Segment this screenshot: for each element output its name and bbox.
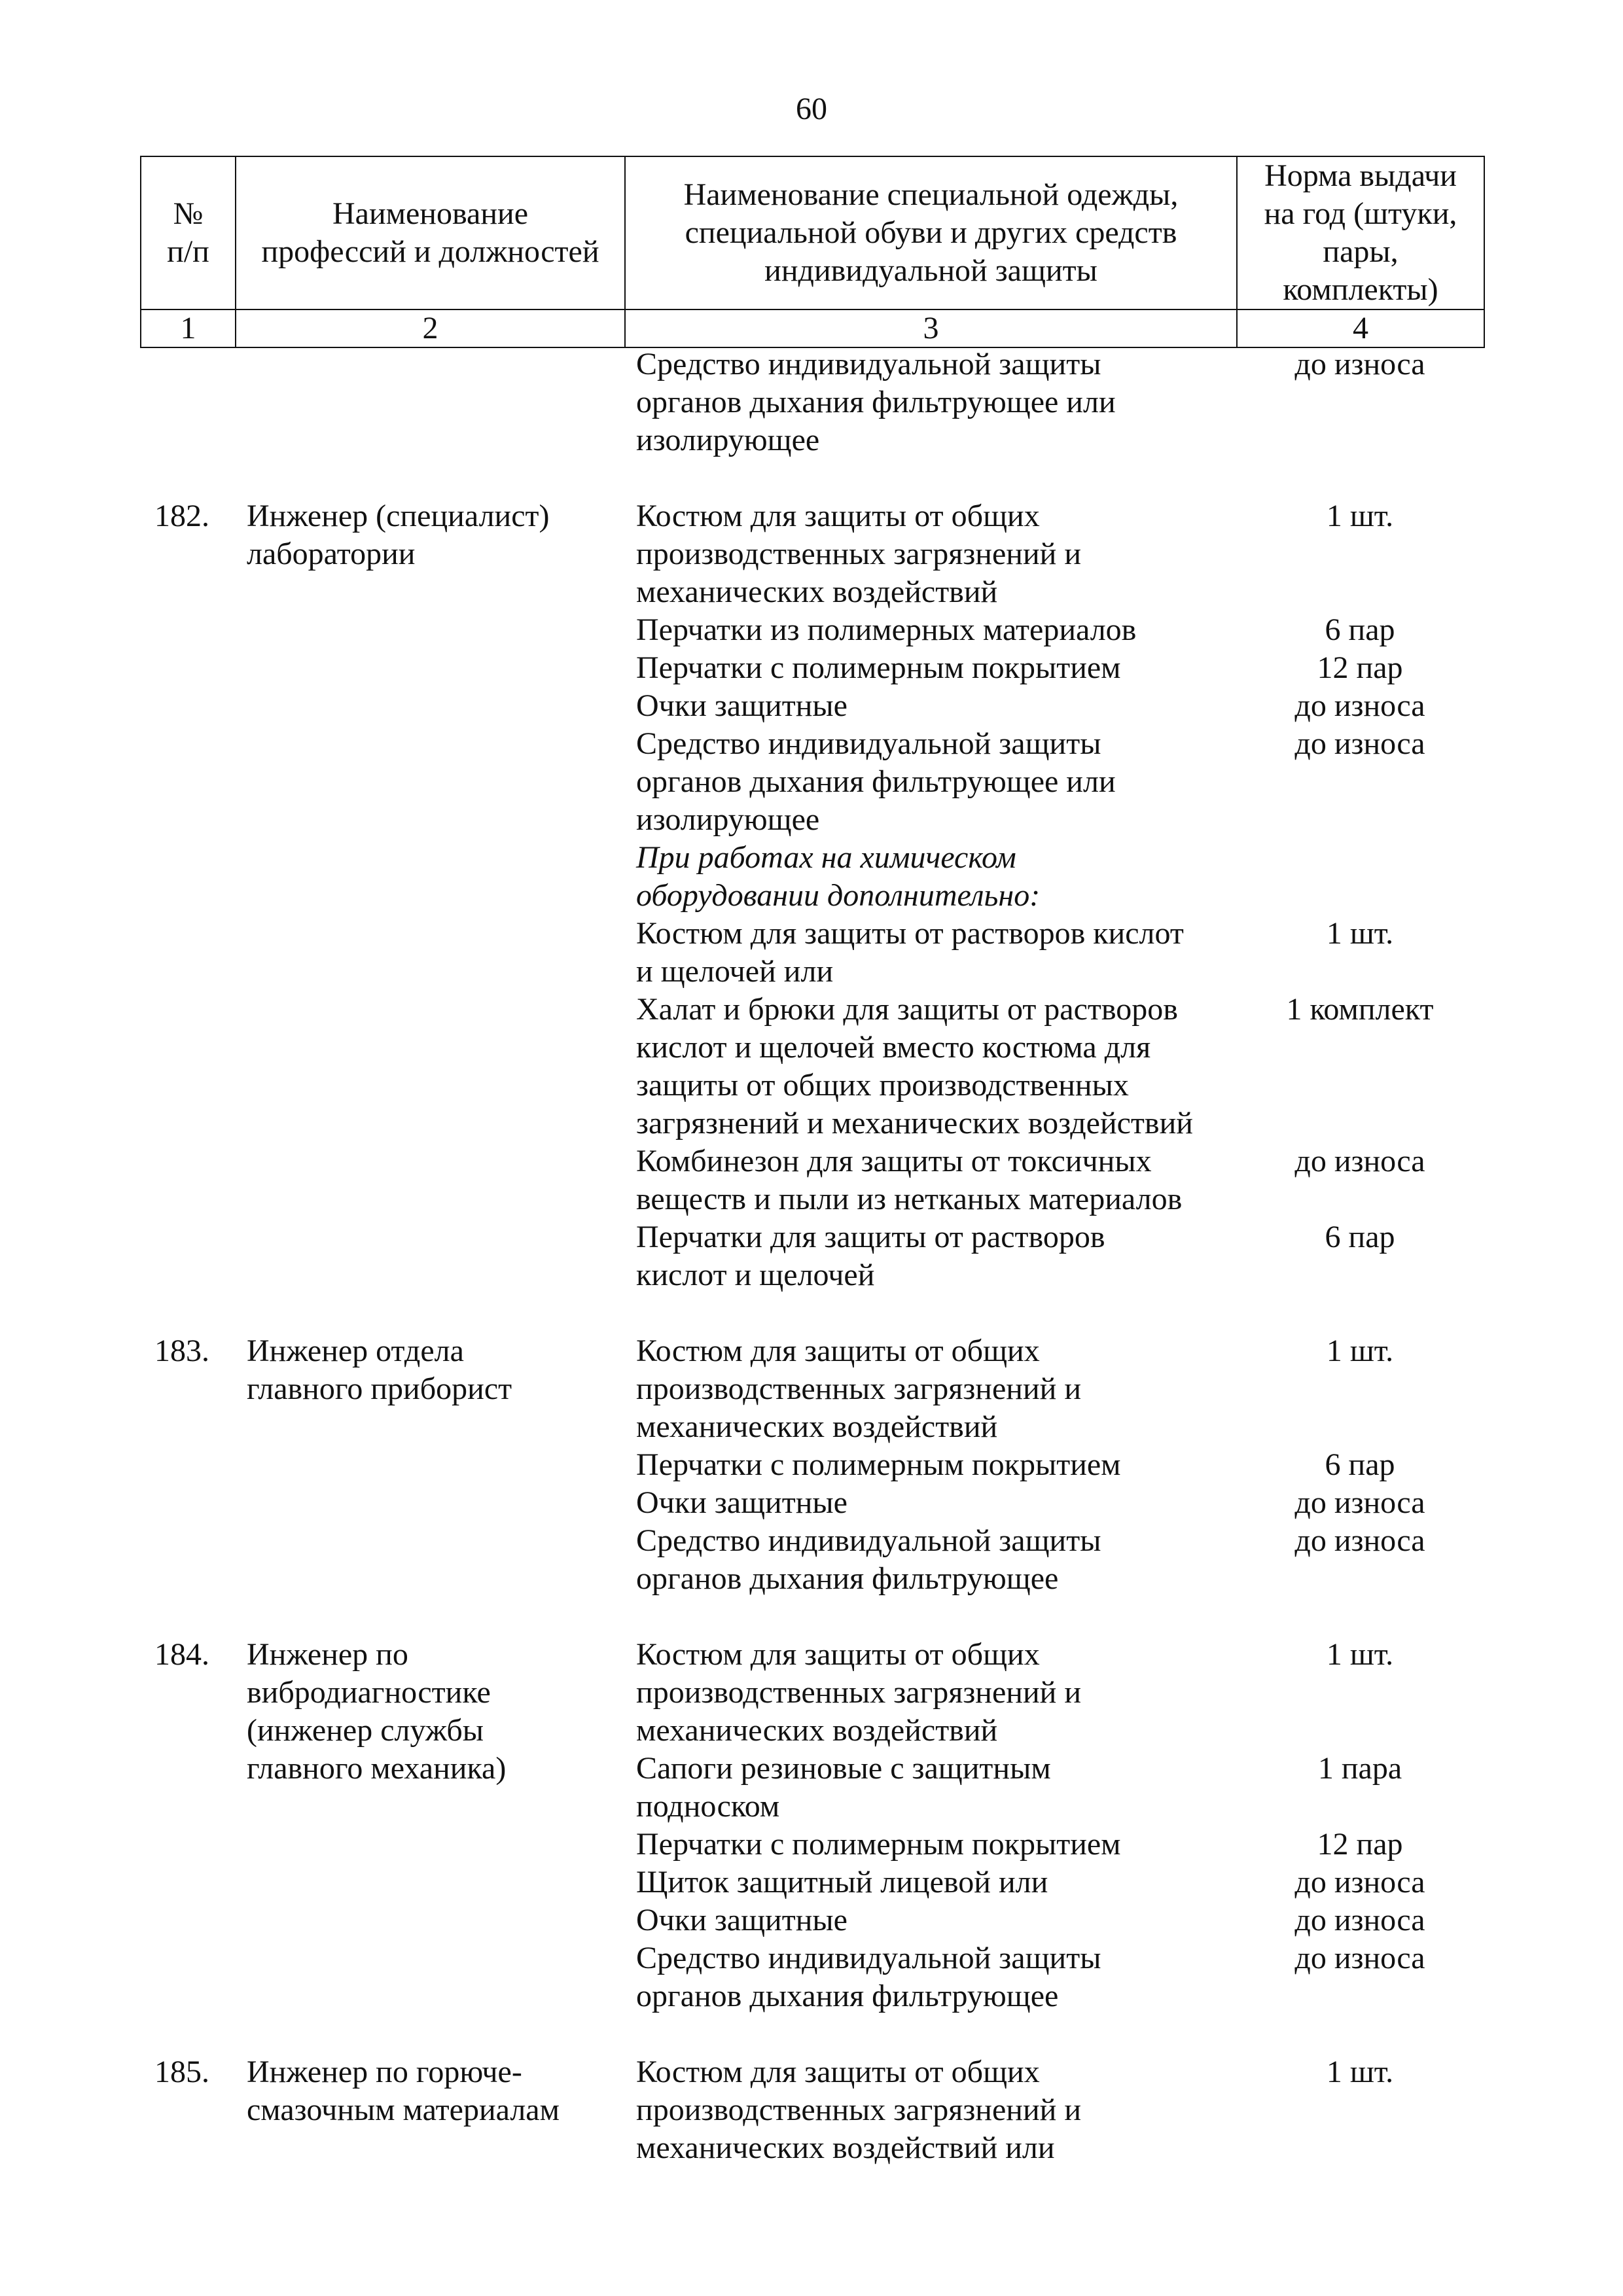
row-number: 183. — [154, 1333, 209, 1368]
equipment-cell — [624, 2053, 1236, 2167]
equipment-line: механических воздействий — [636, 1409, 998, 1444]
norm-line: 6 пар — [1325, 612, 1395, 647]
profession-line: Инженер отдела — [247, 1333, 464, 1368]
table-row — [140, 1636, 1484, 2015]
norm-cell — [1236, 345, 1484, 459]
equipment-line: защиты от общих производственных — [636, 1068, 1129, 1103]
norm-line — [1236, 1674, 1484, 1712]
norm-line — [1236, 573, 1484, 611]
norm-line — [1236, 1370, 1484, 1408]
norm-line: до износа — [1294, 1903, 1425, 1937]
table-header — [140, 156, 1485, 348]
norm-line: 1 пара — [1317, 1751, 1402, 1786]
table-row — [140, 345, 1484, 459]
profession-line: вибродиагностике — [247, 1675, 491, 1710]
profession-cell — [235, 1332, 624, 1598]
equipment-line: органов дыхания фильтрующее или — [636, 385, 1116, 419]
profession-cell — [235, 345, 624, 459]
profession-cell — [235, 2053, 624, 2167]
header-col-norm: Норма выдачи на год (штуки, пары, комплекты) — [1237, 156, 1484, 309]
header-col-equipment: Наименование специальной одежды, специальной обуви и других средств индивидуальной защиты — [625, 156, 1237, 309]
equipment-line: органов дыхания фильтрующее или — [636, 764, 1116, 799]
equipment-line: Перчатки для защиты от растворов — [636, 1220, 1105, 1254]
equipment-line: производственных загрязнений и — [636, 537, 1082, 571]
norm-cell — [1236, 497, 1484, 1294]
norm-line: 1 комплект — [1286, 992, 1434, 1027]
norm-line — [1236, 1180, 1484, 1218]
equipment-line: кислот и щелочей вместо костюма для — [636, 1030, 1151, 1065]
equipment-line: Средство индивидуальной защиты — [636, 1523, 1101, 1558]
norm-line: до износа — [1294, 347, 1425, 381]
equipment-line: производственных загрязнений и — [636, 1371, 1082, 1406]
equipment-line: кислот и щелочей — [636, 1258, 875, 1292]
norm-line: до износа — [1294, 1144, 1425, 1178]
norm-line — [1236, 1104, 1484, 1142]
header-col-profession: Наименование профессий и должностей — [236, 156, 625, 309]
norm-line — [1236, 1067, 1484, 1104]
equipment-cell — [624, 1332, 1236, 1598]
equipment-line: Костюм для защиты от общих — [636, 1637, 1040, 1672]
table-row — [140, 1332, 1484, 1598]
equipment-line: производственных загрязнений и — [636, 1675, 1082, 1710]
norm-line: 12 пар — [1317, 1827, 1403, 1862]
norm-line — [1236, 2129, 1484, 2167]
norm-line — [1236, 1408, 1484, 1446]
equipment-line: Перчатки с полимерным покрытием — [636, 1447, 1121, 1482]
profession-line: главного механика) — [247, 1751, 507, 1786]
norm-line — [1236, 801, 1484, 839]
equipment-line: Костюм для защиты от общих — [636, 499, 1040, 533]
profession-cell — [235, 1636, 624, 2015]
norm-line — [1236, 1560, 1484, 1598]
equipment-line: Очки защитные — [636, 688, 847, 723]
norm-line: до износа — [1294, 1485, 1425, 1520]
norm-line: до износа — [1294, 1941, 1425, 1975]
column-number-1: 1 — [141, 309, 236, 347]
norm-line: 1 шт. — [1326, 2055, 1394, 2089]
column-number-3: 3 — [625, 309, 1237, 347]
equipment-line: органов дыхания фильтрующее — [636, 1561, 1059, 1596]
norm-line — [1236, 1788, 1484, 1826]
equipment-line: и щелочей или — [636, 954, 834, 989]
equipment-line: Очки защитные — [636, 1485, 847, 1520]
norm-line: до износа — [1294, 1523, 1425, 1558]
profession-cell — [235, 497, 624, 1294]
equipment-line: Костюм для защиты от растворов кислот — [636, 916, 1184, 951]
row-number: 185. — [154, 2055, 209, 2089]
norm-line: 6 пар — [1325, 1220, 1395, 1254]
profession-line: лаборатории — [247, 537, 416, 571]
equipment-line: загрязнений и механических воздействий — [636, 1106, 1193, 1140]
profession-line: главного приборист — [247, 1371, 512, 1406]
norm-line: 1 шт. — [1326, 916, 1394, 951]
equipment-line: Очки защитные — [636, 1903, 847, 1937]
norm-line: 1 шт. — [1326, 1333, 1394, 1368]
equipment-cell — [624, 497, 1236, 1294]
equipment-line: Костюм для защиты от общих — [636, 1333, 1040, 1368]
equipment-line: производственных загрязнений и — [636, 2093, 1082, 2127]
norm-line — [1236, 1256, 1484, 1294]
norm-line: 12 пар — [1317, 650, 1403, 685]
equipment-line: Перчатки с полимерным покрытием — [636, 650, 1121, 685]
equipment-line: Средство индивидуальной защиты — [636, 1941, 1101, 1975]
norm-line: до износа — [1294, 1865, 1425, 1899]
norm-line — [1236, 2091, 1484, 2129]
page-number: 60 — [796, 92, 827, 126]
norm-line: 1 шт. — [1326, 1637, 1394, 1672]
norm-line: до износа — [1294, 726, 1425, 761]
equipment-cell — [624, 1636, 1236, 2015]
equipment-line: механических воздействий — [636, 574, 998, 609]
norm-cell — [1236, 1332, 1484, 1598]
row-number: 184. — [154, 1637, 209, 1672]
equipment-line: Костюм для защиты от общих — [636, 2055, 1040, 2089]
norm-line — [1236, 1712, 1484, 1750]
norm-line — [1236, 1977, 1484, 2015]
equipment-line: Средство индивидуальной защиты — [636, 726, 1101, 761]
profession-line: Инженер по горюче- — [247, 2055, 522, 2089]
norm-line — [1236, 877, 1484, 915]
equipment-line: Перчатки из полимерных материалов — [636, 612, 1137, 647]
header-col-number: № п/п — [141, 156, 236, 309]
equipment-line: механических воздействий — [636, 1713, 998, 1748]
norm-line — [1236, 383, 1484, 421]
equipment-line: оборудовании дополнительно: — [636, 878, 1041, 913]
norm-line — [1236, 535, 1484, 573]
equipment-line: изолирующее — [636, 802, 820, 837]
equipment-line: подноском — [636, 1789, 780, 1824]
norm-line: до износа — [1294, 688, 1425, 723]
norm-line — [1236, 839, 1484, 877]
equipment-line: веществ и пыли из нетканых материалов — [636, 1182, 1183, 1216]
equipment-line: механических воздействий или — [636, 2130, 1055, 2165]
norm-line — [1236, 763, 1484, 801]
equipment-line: изолирующее — [636, 423, 820, 457]
norm-line — [1236, 1029, 1484, 1067]
table-row — [140, 497, 1484, 1294]
profession-line: смазочным материалам — [247, 2093, 560, 2127]
column-number-2: 2 — [236, 309, 625, 347]
equipment-line: При работах на химическом — [636, 840, 1016, 875]
norm-line: 6 пар — [1325, 1447, 1395, 1482]
equipment-line: Халат и брюки для защиты от растворов — [636, 992, 1178, 1027]
row-number — [140, 345, 235, 383]
equipment-cell — [624, 345, 1236, 459]
equipment-line: Сапоги резиновые с защитным — [636, 1751, 1051, 1786]
column-number-4: 4 — [1237, 309, 1484, 347]
norm-line — [1236, 421, 1484, 459]
profession-line: (инженер службы — [247, 1713, 484, 1748]
norm-cell — [1236, 2053, 1484, 2167]
norm-line — [1236, 953, 1484, 991]
row-number: 182. — [154, 499, 209, 533]
equipment-line: органов дыхания фильтрующее — [636, 1979, 1059, 2013]
equipment-line: Средство индивидуальной защиты — [636, 347, 1101, 381]
table-body — [140, 345, 1484, 2167]
profession-line: Инженер (специалист) — [247, 499, 550, 533]
table-row — [140, 2053, 1484, 2167]
profession-line: Инженер по — [247, 1637, 408, 1672]
norm-cell — [1236, 1636, 1484, 2015]
norm-line: 1 шт. — [1326, 499, 1394, 533]
equipment-line: Комбинезон для защиты от токсичных — [636, 1144, 1152, 1178]
equipment-line: Щиток защитный лицевой или — [636, 1865, 1048, 1899]
equipment-line: Перчатки с полимерным покрытием — [636, 1827, 1121, 1862]
